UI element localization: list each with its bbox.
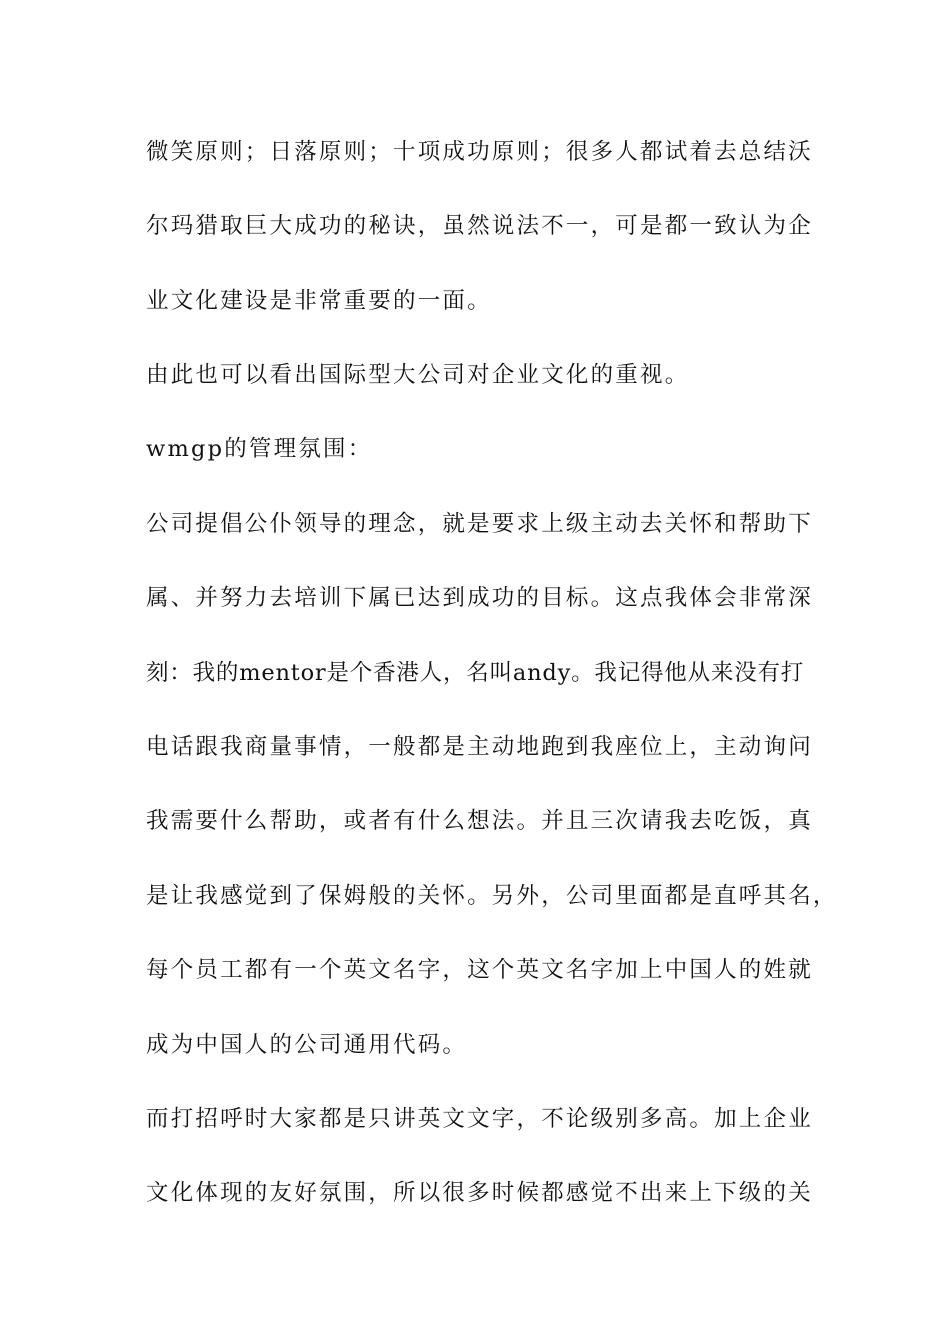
text-line-8: 刻：我的mentor是个香港人，名叫andy。我记得他从来没有打	[146, 660, 805, 686]
text-line-11: 是让我感觉到了保姆般的关怀。另外，公司里面都是直呼其名，	[146, 883, 838, 909]
text-line-7: 属、并努力去培训下属已达到成功的目标。这点我体会非常深	[146, 585, 813, 611]
text-line-12: 每个员工都有一个英文名字，这个英文名字加上中国人的姓就	[146, 957, 813, 983]
text-line-13: 成为中国人的公司通用代码。	[146, 1032, 468, 1058]
text-line-10: 我需要什么帮助，或者有什么想法。并且三次请我去吃饭，真	[146, 808, 813, 834]
text-line-1: 微笑原则；日落原则；十项成功原则；很多人都试着去总结沃	[146, 139, 813, 165]
text-line-14: 而打招呼时大家都是只讲英文文字，不论级别多高。加上企业	[146, 1106, 813, 1132]
text-line-15: 文化体现的友好氛围，所以很多时候都感觉不出来上下级的关	[146, 1180, 813, 1206]
text-line-3: 业文化建设是非常重要的一面。	[146, 288, 492, 314]
text-line-5: wmgp的管理氛围：	[146, 436, 373, 462]
text-line-6: 公司提倡公仆领导的理念，就是要求上级主动去关怀和帮助下	[146, 511, 813, 537]
text-line-9: 电话跟我商量事情，一般都是主动地跑到我座位上，主动询问	[146, 734, 813, 760]
text-line-2: 尔玛猎取巨大成功的秘诀，虽然说法不一，可是都一致认为企	[146, 213, 813, 239]
text-line-4: 由此也可以看出国际型大公司对企业文化的重视。	[146, 362, 690, 388]
